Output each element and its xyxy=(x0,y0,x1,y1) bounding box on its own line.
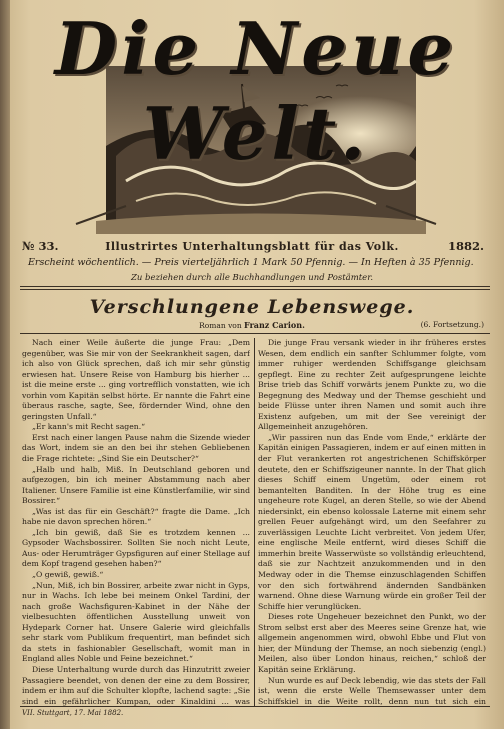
paragraph: Die junge Frau versank wieder in ihr früheres erstes Wesen, dem endlich ein sanfter Schlummer folgte, vom immer ruhiger werdenden Schiffsgange gleichsam gepflegt. Eine zu rechter Zeit aufgesprungene leichte Brise trieb das Schiff vorwärts jenem Punkte zu, wo die Begegnung des Medway und der Themse geschieht und beide Flüsse unter ihren Namen und somit auch ihre Existenz aufgeben, um mit der See vereinigt der Allgemeinheit anzugehören. xyxy=(258,338,486,432)
article-title: Verschlungene Lebenswege. xyxy=(89,296,415,318)
footer-imprint: VII. Stuttgart, 17. Mai 1882. xyxy=(22,709,124,717)
masthead-illustration xyxy=(16,6,496,234)
paragraph: Diese Unterhaltung wurde durch das Hinzutritt zweier Passagiere beendet, von denen der eine zu dem Bossirer, indem er ihm auf die Schulter klopfte, lachend sagte: „Sie sind ein gefährlicher Kumpan, oder Kinaldini ... was xyxy=(22,664,250,706)
article-column-left xyxy=(22,338,250,706)
page-binding-edge xyxy=(0,0,10,729)
masthead-subtitle: Illustrirtes Unterhaltungsblatt für das Volk. xyxy=(105,240,399,253)
article-column-right xyxy=(258,338,486,706)
paragraph: „Er kann's mit Recht sagen.“ xyxy=(32,422,146,432)
paragraph: „O gewiß, gewiß.“ xyxy=(32,570,104,580)
column-divider xyxy=(254,338,255,706)
article-rule xyxy=(20,333,490,334)
masthead-title: Die Neue Welt. xyxy=(54,6,458,176)
paragraph: „Wir passiren nun das Ende vom Ende,“ erklärte der Kapitän einigen Passagieren, indem er auf einen mitten in der Flut verankerten rot angestrichenen Schiffskörper deutete, den er Schiffszigeuner nannte. In der That glich dieses Schiff einem Ungetüm, oder einem rot bemantelten Banditen. In der Höhe trug es eine ungeheure rote Kugel, an deren Stelle, so wie der Abend niedersinkt, ein ebenso kolossale Laterne mit einem sehr grellen Feuer aufgehängt wird, um den Seefahrer zu zuverlässigen Leuchte Licht verbreitet. Von jedem Ufer, eine englische Meile entfernt, wird dieses Schiff die immerhin breite Wasserwüste so vollständig erleuchtend, daß sie zur Nachtzeit anzukommenden und in den Medway oder in die Themse einzuschlagenden Schiffen vor den sich fortwährend ändernden Sandbänken warnend. Ohne diese Warnung würde ein großer Teil der Schiffe hier verunglücken. xyxy=(258,432,486,611)
distribution-note: Zu beziehen durch alle Buchhandlungen und Postämter. xyxy=(130,273,374,283)
paragraph: „Halb und halb, Miß. In Deutschland geboren und aufgezogen, bin ich meiner Abstammung nach aber Italiener. Unsere Familie ist eine Künstlerfamilie, wir sind Bossirer.“ xyxy=(22,464,250,506)
paragraph: Dieses rote Ungeheuer bezeichnet den Punkt, wo der Strom selbst erst aber des Meeres seine Grenze hat, wie allgemein angenommen wird, obwohl Ebbe und Flut von hier, der Mündung der Themse, an noch siebenzig (engl.) Meilen, also über London hinaus, reichen,“ schloß der Kapitän seine Erklärung. xyxy=(258,612,486,674)
paragraph: Nun wurde es auf Deck lebendig, wie das stets der Fall ist, wenn die erste Welle Themsewasser unter dem Schiffskiel in die Weite rollt, denn nun tut sich ein xyxy=(258,675,486,706)
paragraph: „Was ist das für ein Geschäft?“ fragte die Dame. „Ich habe nie davon sprechen hören.“ xyxy=(22,506,250,527)
paragraph: Nach einer Weile äußerte die junge Frau: „Dem gegenüber, was Sie mir von der Seekrankheit sagen, darf ich also von Glück sprechen, daß ich mir sehr günstig erwiesen hat. Unsere Reise von Hamburg bis hierher ... ist die meine erste ... ging vortrefflich vonstatten, wie ich vorhin vom Kapitän selbst hörte. Er nannte die Fahrt eine überaus rasche, sagte, See, fördernder Wind, ohne den geringsten Unfall.“ xyxy=(22,338,250,421)
publication-info: Erscheint wöchentlich. — Preis vierteljährlich 1 Mark 50 Pfennig. — In Heften à 35 Pfennig. xyxy=(28,257,474,268)
footer-rule xyxy=(20,706,490,707)
issue-year: 1882. xyxy=(447,239,484,253)
header-rule xyxy=(20,286,490,287)
continuation-note: (6. Fortsetzung.) xyxy=(420,320,484,329)
author-name: Franz Carion. xyxy=(244,320,305,330)
paragraph: Erst nach einer langen Pause nahm die Sizende wieder das Wort, indem sie an den bei ihr stehen Gebliebenen die Frage richtete: „Sind Sie ein Deutscher?“ xyxy=(22,432,250,464)
header-rule-double xyxy=(20,289,490,290)
paragraph: „Ich bin gewiß, daß Sie es trotzdem kennen ... Gypsoder Wachsbossirer. Sollten Sie noch nicht Leute, Aus- oder Herumträger Gypsfiguren auf einer Stellage auf dem Kopf tragend gesehen haben?“ xyxy=(22,527,250,569)
paragraph: „Nun, Miß, ich bin Bossirer, arbeite zwar nicht in Gyps, nur in Wachs. Ich lebe bei meinem Onkel Tardini, der nach große Wachsfiguren-Kabinet in der Nähe der vielbesuchten öffentlichen Ausstellung unweit von Hydepark Corner hat. Unsere Galerie wird gleichfalls sehr stark vom Publikum frequentirt, man befindet sich da stets in fashionabler Gesellschaft, womit man in England alles Noble und Feine bezeichnet.“ xyxy=(22,580,250,664)
issue-number: № 33. xyxy=(22,239,59,253)
byline-prefix: Roman von xyxy=(199,321,242,330)
